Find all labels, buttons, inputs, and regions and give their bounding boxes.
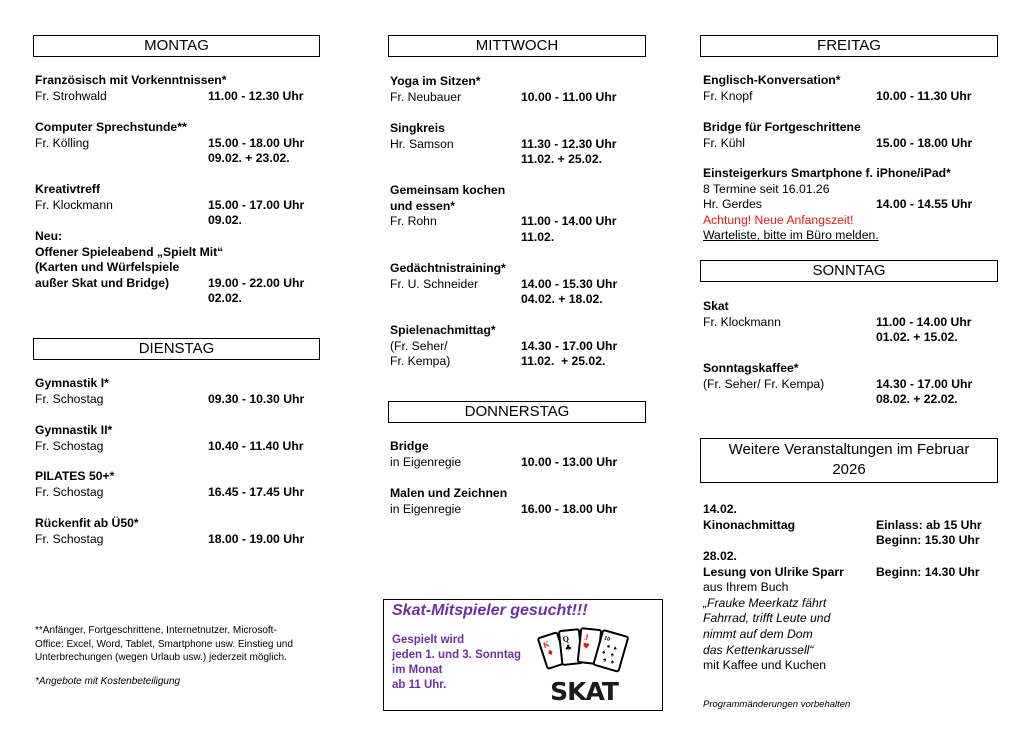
- event-time: 15.00 - 17.00 Uhr: [208, 197, 305, 212]
- svg-text:♠: ♠: [609, 659, 615, 666]
- event-spieleabend: [35, 229, 325, 307]
- svg-text:♣: ♣: [564, 642, 573, 653]
- event-new-label: Neu:: [35, 229, 63, 243]
- event-description: aus Ihrem Buch: [703, 580, 789, 595]
- svg-text:♦: ♦: [545, 647, 556, 659]
- event-title: PILATES 50+*: [35, 469, 115, 483]
- footnote-line: Unterbrechungen (wegen Urlaub usw.) jederzeit möglich.: [35, 652, 287, 663]
- event-title: Offener Spieleabend „Spielt Mit“: [35, 244, 224, 259]
- event-person: (Fr. Seher/ Fr. Kempa): [703, 376, 825, 391]
- event-time: 14.30 - 17.00 Uhr: [521, 338, 618, 353]
- event-sonntagskaffee: [703, 361, 1003, 408]
- event-malen: [390, 486, 650, 517]
- event-title: Gemeinsam kochen: [390, 183, 506, 197]
- svg-text:♠: ♠: [602, 657, 607, 664]
- event-time: 10.00 - 11.00 Uhr: [521, 89, 617, 104]
- event-time: 15.00 - 18.00 Uhr: [876, 135, 973, 150]
- event-title: Gymnastik II*: [35, 423, 113, 437]
- event-person: Fr. Strohwald: [35, 88, 107, 103]
- event-title: Spielenachmittag*: [390, 323, 496, 337]
- event-time: 14.00 - 15.30 Uhr: [521, 276, 618, 291]
- freitag-header: FREITAG: [700, 35, 998, 57]
- skat-ad-line: im Monat: [392, 664, 443, 676]
- event-singkreis: [390, 121, 650, 168]
- book-title-line: Fahrrad, trifft Leute und: [703, 611, 831, 626]
- event-subtitle: 8 Termine seit 16.01.26: [703, 181, 830, 196]
- event-person: Fr. Kölling: [35, 135, 90, 150]
- event-title-line: (Karten und Würfelspiele: [35, 260, 180, 275]
- event-title: Einsteigerkurs Smartphone f. iPhone/iPad*: [703, 166, 951, 180]
- event-alert: Achtung! Neue Anfangszeit!: [703, 212, 854, 227]
- skat-ad: [383, 599, 663, 711]
- event-bridge-fortgeschrittene: [703, 120, 1003, 151]
- event-title: Yoga im Sitzen*: [390, 74, 481, 88]
- footnote-computer: [35, 624, 335, 665]
- event-waitlist-note: Warteliste, bitte im Büro melden.: [703, 228, 879, 243]
- event-time: 16.45 - 17.45 Uhr: [208, 484, 305, 499]
- weitere-header-line: Weitere Veranstaltungen im Februar: [728, 441, 970, 458]
- sonntag-header: SONNTAG: [700, 260, 998, 282]
- svg-text:♠: ♠: [612, 645, 618, 653]
- event-person: in Eigenregie: [390, 501, 462, 516]
- event-title: Lesung von Ulrike Sparr: [703, 564, 844, 579]
- event-person: Fr. Schostag: [35, 484, 104, 499]
- svg-text:J: J: [583, 632, 589, 642]
- event-title: Englisch-Konversation*: [703, 73, 841, 87]
- event-title: Kinonachmittag: [703, 517, 796, 532]
- event-time: 11.00 - 12.30 Uhr: [208, 88, 304, 103]
- event-kreativtreff: [35, 182, 325, 229]
- event-kochen: [390, 183, 650, 245]
- dienstag-header: DIENSTAG: [33, 338, 320, 360]
- event-title: Singkreis: [390, 121, 445, 135]
- event-time: 10.00 - 11.30 Uhr: [876, 88, 972, 103]
- event-time: 16.00 - 18.00 Uhr: [521, 501, 618, 516]
- event-time: 19.00 - 22.00 Uhr: [208, 275, 305, 290]
- event-person: Fr. Neubauer: [390, 89, 462, 104]
- footnote-line: **Anfänger, Fortgeschrittene, Internetnutzer, Microsoft-: [35, 625, 277, 636]
- event-title-line: außer Skat und Bridge): [35, 275, 170, 290]
- event-person: in Eigenregie: [390, 454, 462, 469]
- skat-ad-title: Skat-Mitspieler gesucht!!!: [392, 602, 588, 619]
- event-time: 18.00 - 19.00 Uhr: [208, 531, 305, 546]
- book-title-line: „Frauke Meerkatz fährt: [703, 595, 827, 610]
- event-gymnastik-2: [35, 423, 325, 454]
- footnote-costs: *Angebote mit Kostenbeteiligung: [35, 676, 181, 687]
- event-start: Beginn: 14.30 Uhr: [876, 564, 980, 579]
- event-dates: 11.02. + 25.02.: [521, 152, 602, 167]
- event-person: Fr. Schostag: [35, 531, 104, 546]
- event-title: Malen und Zeichnen: [390, 486, 508, 500]
- svg-text:♠: ♠: [609, 652, 615, 659]
- event-person: Fr. Knopf: [703, 88, 753, 103]
- donnerstag-header: DONNERSTAG: [388, 401, 646, 423]
- event-title: Kreativtreff: [35, 182, 101, 196]
- event-time: 11.00 - 14.00 Uhr: [521, 214, 617, 229]
- skat-logo-text: SKAT: [550, 677, 618, 704]
- event-title: Bridge: [390, 439, 429, 453]
- book-title-line: nimmt auf dem Dom: [703, 626, 813, 641]
- event-person: Fr. Kempa): [390, 354, 451, 369]
- event-person: Fr. Klockmann: [703, 314, 781, 329]
- event-pilates: [35, 469, 325, 500]
- event-gedaechtnistraining: [390, 261, 650, 308]
- event-person: Fr. U. Schneider: [390, 276, 479, 291]
- event-smartphone-kurs: [703, 166, 1003, 244]
- event-time: 14.00 - 14.55 Uhr: [876, 197, 973, 212]
- svg-text:Q: Q: [562, 634, 570, 644]
- book-title-line: das Kettenkarussell“: [703, 642, 814, 657]
- event-kinonachmittag: [703, 502, 1003, 549]
- skat-ad-line: jeden 1. und 3. Sonntag: [392, 649, 522, 661]
- svg-text:♥: ♥: [581, 641, 591, 652]
- event-title: Gymnastik I*: [35, 376, 109, 390]
- event-time: 11.00 - 14.00 Uhr: [876, 314, 972, 329]
- mittwoch-header: MITTWOCH: [388, 35, 646, 57]
- event-time: 15.00 - 18.00 Uhr: [208, 135, 305, 150]
- svg-text:♠: ♠: [601, 649, 606, 657]
- event-dates: 09.02. + 23.02.: [208, 151, 290, 166]
- skat-ad-line: Gespielt wird: [392, 634, 465, 646]
- skat-ad-text: [392, 633, 521, 693]
- event-spielenachmittag: [390, 323, 650, 370]
- event-franzoesisch: [35, 73, 325, 104]
- event-start: Beginn: 15.30 Uhr: [876, 533, 980, 548]
- event-title: Gedächtnistraining*: [390, 261, 506, 275]
- event-time: 09.30 - 10.30 Uhr: [208, 391, 305, 406]
- event-time: 14.30 - 17.00 Uhr: [876, 376, 973, 391]
- weitere-header: [700, 438, 998, 483]
- event-lesung: [703, 549, 1003, 674]
- event-dates: 02.02.: [208, 291, 242, 306]
- event-englisch: [703, 73, 1003, 104]
- event-dates: 01.02. + 15.02.: [876, 330, 958, 345]
- event-yoga: [390, 74, 650, 105]
- event-person: Fr. Schostag: [35, 438, 104, 453]
- event-title: Computer Sprechstunde**: [35, 120, 187, 134]
- event-computer-sprechstunde: [35, 120, 325, 167]
- event-person: (Fr. Seher/: [390, 338, 448, 353]
- event-dates: 11.02.: [521, 229, 555, 244]
- event-title-line: und essen*: [390, 198, 456, 213]
- event-date: 14.02.: [703, 502, 737, 516]
- event-gymnastik-1: [35, 376, 325, 407]
- event-skat: [703, 299, 1003, 346]
- event-title: Sonntagskaffee*: [703, 361, 799, 375]
- event-dates: 09.02.: [208, 213, 242, 228]
- event-dates: 11.02. + 25.02.: [521, 354, 606, 369]
- event-dates: 04.02. + 18.02.: [521, 292, 603, 307]
- weitere-header-year: 2026: [832, 461, 866, 478]
- event-title: Skat: [703, 299, 729, 313]
- event-person: Fr. Schostag: [35, 391, 104, 406]
- event-extra: mit Kaffee und Kuchen: [703, 658, 827, 673]
- event-person: Fr. Klockmann: [35, 197, 113, 212]
- event-date: 28.02.: [703, 549, 737, 563]
- svg-text:K: K: [541, 639, 551, 650]
- event-person: Hr. Samson: [390, 136, 454, 151]
- event-rueckenfit: [35, 516, 325, 547]
- event-admission: Einlass: ab 15 Uhr: [876, 517, 982, 532]
- event-person: Fr. Rohn: [390, 214, 437, 229]
- event-title: Französisch mit Vorkenntnissen*: [35, 73, 227, 87]
- footnote-line: Office: Excel, Word, Tablet, Smartphone usw. Einstieg und: [35, 638, 293, 650]
- skat-ad-line: ab 11 Uhr.: [392, 679, 447, 691]
- svg-text:10: 10: [603, 635, 611, 643]
- event-time: 10.40 - 11.40 Uhr: [208, 438, 304, 453]
- event-title: Bridge für Fortgeschrittene: [703, 120, 861, 134]
- event-time: 11.30 - 12.30 Uhr: [521, 136, 617, 151]
- disclaimer: Programmänderungen vorbehalten: [703, 699, 851, 710]
- event-person: Fr. Kühl: [703, 135, 745, 150]
- event-time: 10.00 - 13.00 Uhr: [521, 454, 618, 469]
- event-title: Rückenfit ab Ü50*: [35, 516, 139, 530]
- skat-cards-logo: [534, 624, 634, 704]
- svg-text:♠: ♠: [606, 643, 611, 651]
- event-bridge: [390, 439, 650, 470]
- event-person: Hr. Gerdes: [703, 197, 762, 212]
- montag-header: MONTAG: [33, 35, 320, 57]
- event-dates: 08.02. + 22.02.: [876, 392, 958, 407]
